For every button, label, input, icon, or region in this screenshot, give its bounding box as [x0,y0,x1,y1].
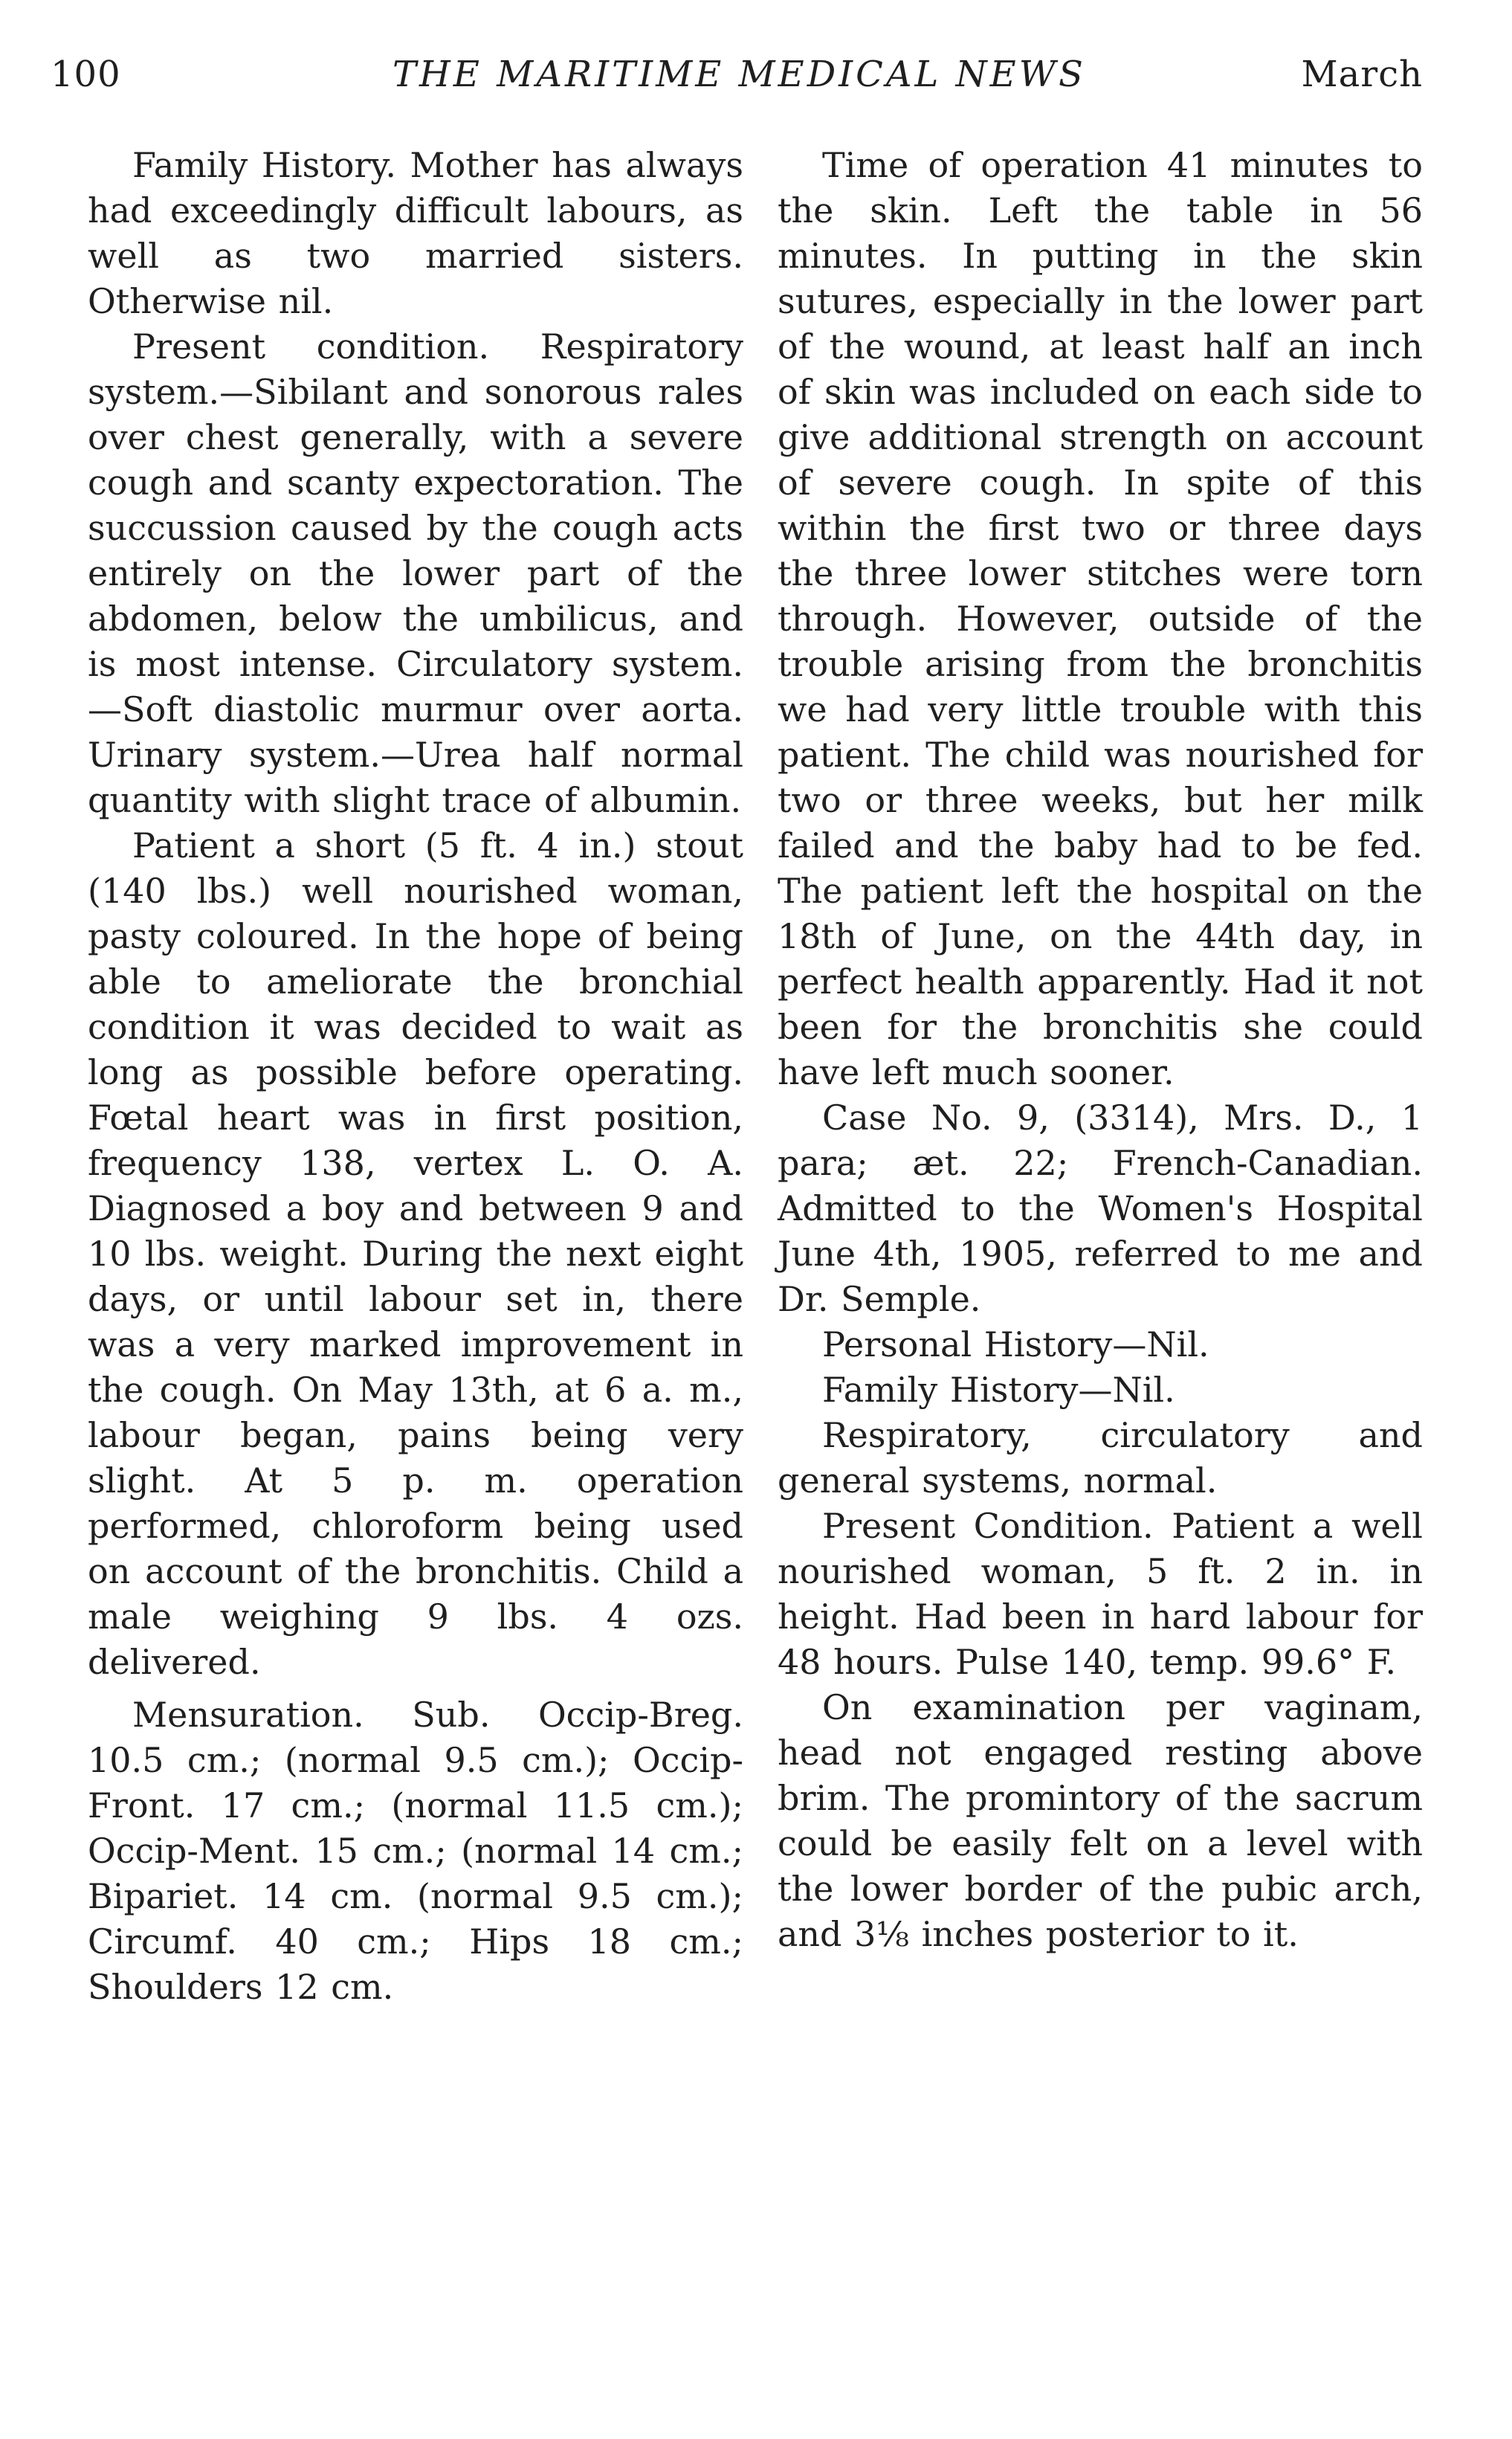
journal-title: THE MARITIME MEDICAL NEWS [392,54,1086,95]
paragraph-present-condition: Present condition. Respiratory system.—Sibilant and sonorous rales over chest generally, with a severe cough and scanty expectoration. The succussion caused by the cough acts entirely on the lower part of the abdomen, below the umbilicus, and is most intense. Circulatory system.—Soft diastolic murmur over aorta. Urinary system.—Urea half normal quantity with slight trace of albumin. [88,326,743,820]
right-column [778,143,1423,1957]
paragraph-systems-normal: Respiratory, circulatory and general systems, normal. [778,1415,1423,1501]
paragraph-family-history-nil: Family History—Nil. [822,1370,1175,1410]
page-number: 100 [51,54,121,95]
paragraph-mensuration: Mensuration. Sub. Occip-Breg. 10.5 cm.; (normal 9.5 cm.); Occip-Front. 17 cm.; (normal 11.5 cm.); Occip-Ment. 15 cm.; (normal 14 cm.; Bipariet. 14 cm. (normal 9.5 cm.); Circumf. 40 cm.; Hips 18 cm.; Shoulders 12 cm. [88,1695,743,2007]
paragraph-case-9: Case No. 9, (3314), Mrs. D., 1 para; æt. 22; French-Canadian. Admitted to the Women's Hospital June 4th, 1905, referred to me and Dr. Semple. [778,1098,1423,1319]
paragraph-personal-history: Personal History—Nil. [822,1324,1209,1365]
paragraph-present-condition-case-9: Present Condition. Patient a well nourished woman, 5 ft. 2 in. in height. Had been in hard labour for 48 hours. Pulse 140, temp. 99.6° F. [778,1506,1423,1682]
paragraph-examination: On examination per vaginam, head not engaged resting above brim. The promintory of the sacrum could be easily felt on a level with the lower border of the pubic arch, and 3⅛ inches posterior to it. [778,1687,1423,1954]
running-header [43,54,1438,98]
paragraph-patient-description: Patient a short (5 ft. 4 in.) stout (140 lbs.) well nourished woman, pasty coloured. In the hope of being able to ameliorate the bronchial condition it was decided to wait as long as possible before operating. Fœtal heart was in first position, frequency 138, vertex L. O. A. Diagnosed a boy and between 9 and 10 lbs. weight. During the next eight days, or until labour set in, there was a very marked improvement in the cough. On May 13th, at 6 a. m., labour began, pains being very slight. At 5 p. m. operation performed, chloroform being used on account of the bronchitis. Child a male weighing 9 lbs. 4 ozs. delivered. [88,825,743,1682]
paragraph-family-history: Family History. Mother has always had exceedingly difficult labours, as well as two married sisters. Otherwise nil. [88,145,743,321]
paragraph-operation-time: Time of operation 41 minutes to the skin. Left the table in 56 minutes. In putting in the skin sutures, especially in the lower part of the wound, at least half an inch of skin was included on each side to give additional strength on account of severe cough. In spite of this within the first two or three days the three lower stitches were torn through. However, outside of the trouble arising from the bronchitis we had very little trouble with this patient. The child was nourished for two or three weeks, but her milk failed and the baby had to be fed. The patient left the hospital on the 18th of June, on the 44th day, in perfect health apparently. Had it not been for the bronchitis she could have left much sooner. [778,145,1423,1092]
issue-month: March [1301,54,1423,95]
left-column [88,143,743,2010]
